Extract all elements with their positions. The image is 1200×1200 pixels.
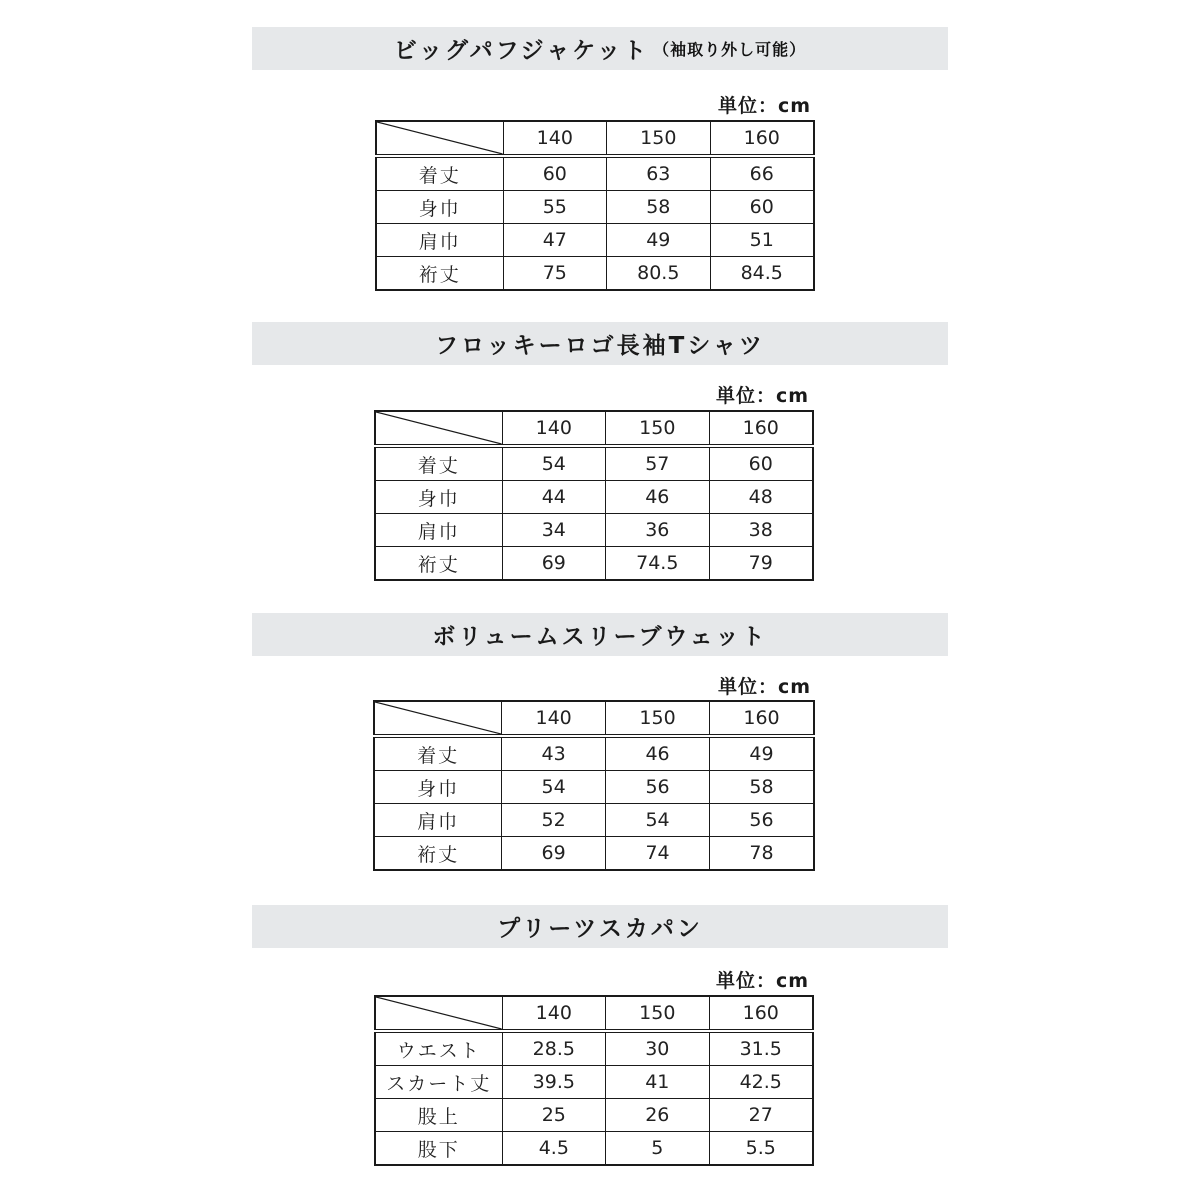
cell-value: 75 [503,257,606,291]
cell-value: 56 [710,804,814,837]
cell-value: 49 [710,736,814,771]
cell-value: 41 [606,1066,709,1099]
row-label: 裄丈 [374,837,502,871]
table-row [374,771,814,804]
diagonal-line [376,997,502,1029]
cell-value: 42.5 [709,1066,813,1099]
cell-value: 54 [502,771,606,804]
unit-label: 単位：cm [718,676,812,698]
table-row [376,191,814,224]
cell-value: 63 [607,156,710,191]
row-label: 身巾 [376,191,503,224]
corner-cell [375,996,502,1031]
row-label: 着丈 [376,156,503,191]
unit-label: 単位：cm [716,970,810,992]
cell-value: 4.5 [502,1132,605,1166]
row-label: 股上 [375,1099,502,1132]
cell-value: 27 [709,1099,813,1132]
row-label: 着丈 [374,736,502,771]
size-header: 160 [709,411,813,446]
size-table [375,120,815,291]
size-header-row [375,996,813,1031]
table-row [376,156,814,191]
row-label: 裄丈 [376,257,503,291]
size-header: 140 [503,121,606,156]
section-title-bar [252,613,948,656]
row-label: スカート丈 [375,1066,502,1099]
size-header: 150 [606,996,709,1031]
cell-value: 46 [606,481,709,514]
cell-value: 5 [606,1132,709,1166]
corner-cell [376,121,503,156]
size-header: 160 [710,121,814,156]
cell-value: 30 [606,1031,709,1066]
cell-value: 25 [502,1099,605,1132]
cell-value: 44 [502,481,605,514]
cell-value: 79 [709,547,813,581]
section-title: プリーツスカパン [497,916,703,942]
section-title-bar [252,905,948,948]
cell-value: 46 [606,736,710,771]
table-row [375,514,813,547]
table-row [376,257,814,291]
cell-value: 74 [606,837,710,871]
cell-value: 58 [710,771,814,804]
cell-value: 31.5 [709,1031,813,1066]
table-row [375,1066,813,1099]
unit-label: 単位：cm [718,95,812,117]
cell-value: 36 [606,514,709,547]
cell-value: 69 [502,837,606,871]
table-row [375,1031,813,1066]
cell-value: 51 [710,224,814,257]
cell-value: 52 [502,804,606,837]
cell-value: 43 [502,736,606,771]
cell-value: 74.5 [606,547,709,581]
table-row [375,547,813,581]
cell-value: 47 [503,224,606,257]
size-header: 150 [606,701,710,736]
row-label: 肩巾 [376,224,503,257]
table-row [374,804,814,837]
table-row [374,736,814,771]
cell-value: 58 [607,191,710,224]
size-header-row [376,121,814,156]
cell-value: 28.5 [502,1031,605,1066]
row-label: 身巾 [374,771,502,804]
row-label: 裄丈 [375,547,502,581]
size-header: 140 [502,411,605,446]
section-title: ボリュームスリーブウェット [432,624,768,650]
row-label: 股下 [375,1132,502,1166]
table-row [375,481,813,514]
unit-label: 単位：cm [716,385,810,407]
cell-value: 60 [503,156,606,191]
table-row [375,1099,813,1132]
cell-value: 60 [709,446,813,481]
row-label: ウエスト [375,1031,502,1066]
size-header: 160 [709,996,813,1031]
cell-value: 54 [502,446,605,481]
table-row [376,224,814,257]
size-table [373,700,815,871]
size-header: 150 [606,411,709,446]
cell-value: 57 [606,446,709,481]
cell-value: 38 [709,514,813,547]
cell-value: 56 [606,771,710,804]
corner-cell [375,411,502,446]
section-subtitle: （袖取り外し可能） [653,40,807,59]
size-header: 140 [502,996,605,1031]
size-table [374,995,814,1166]
cell-value: 69 [502,547,605,581]
size-header: 160 [710,701,814,736]
cell-value: 60 [710,191,814,224]
diagonal-line [375,702,501,734]
table-row [375,446,813,481]
row-label: 着丈 [375,446,502,481]
section-title: ビッグパフジャケット [393,38,650,64]
size-header-row [374,701,814,736]
cell-value: 66 [710,156,814,191]
cell-value: 48 [709,481,813,514]
cell-value: 80.5 [607,257,710,291]
cell-value: 26 [606,1099,709,1132]
row-label: 肩巾 [375,514,502,547]
section-title-bar [252,27,948,70]
section-title-bar [252,322,948,365]
cell-value: 54 [606,804,710,837]
corner-cell [374,701,502,736]
cell-value: 84.5 [710,257,814,291]
cell-value: 34 [502,514,605,547]
size-header: 140 [502,701,606,736]
size-table [374,410,814,581]
size-header: 150 [607,121,710,156]
cell-value: 78 [710,837,814,871]
diagonal-line [377,122,503,154]
table-row [374,837,814,871]
row-label: 身巾 [375,481,502,514]
cell-value: 49 [607,224,710,257]
cell-value: 55 [503,191,606,224]
section-title: フロッキーロゴ長袖Tシャツ [435,333,765,359]
cell-value: 5.5 [709,1132,813,1166]
size-header-row [375,411,813,446]
cell-value: 39.5 [502,1066,605,1099]
diagonal-line [376,412,502,444]
row-label: 肩巾 [374,804,502,837]
table-row [375,1132,813,1166]
